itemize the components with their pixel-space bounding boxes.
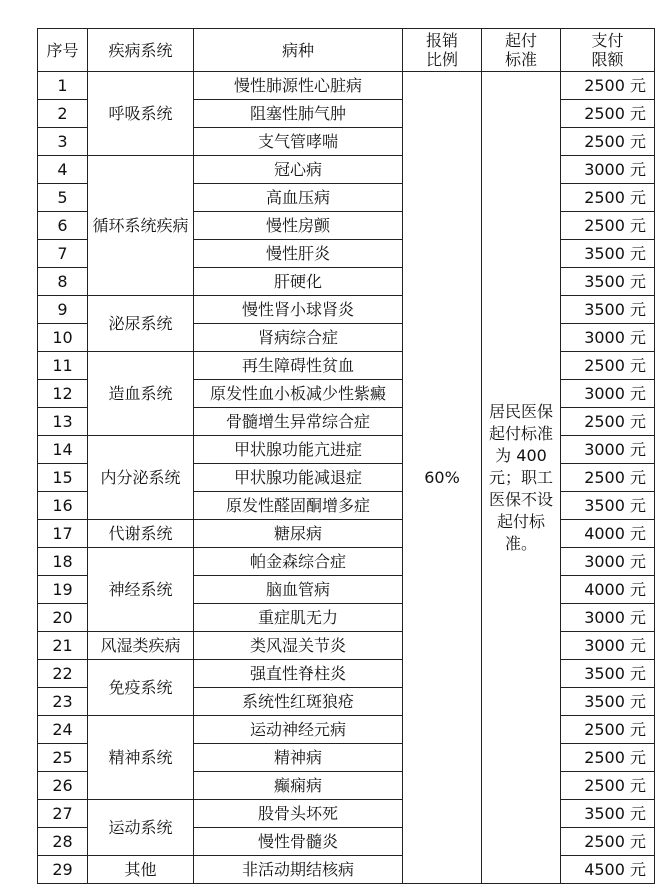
row-number: 18 bbox=[38, 548, 88, 576]
payment-limit: 3000 元 bbox=[561, 548, 655, 576]
disease-name: 非活动期结核病 bbox=[194, 856, 403, 884]
row-number: 28 bbox=[38, 828, 88, 856]
table-row bbox=[38, 520, 655, 548]
header-ratio-line1: 报销 bbox=[425, 31, 458, 50]
disease-system: 风湿类疾病 bbox=[88, 632, 194, 660]
disease-name: 甲状腺功能亢进症 bbox=[194, 436, 403, 464]
header-deductible bbox=[482, 29, 561, 72]
disease-name: 慢性肺源性心脏病 bbox=[194, 72, 403, 100]
reimbursement-ratio: 60% bbox=[403, 72, 482, 884]
row-number: 16 bbox=[38, 492, 88, 520]
disease-name: 骨髓增生异常综合症 bbox=[194, 408, 403, 436]
payment-limit: 3500 元 bbox=[561, 660, 655, 688]
payment-limit: 2500 元 bbox=[561, 72, 655, 100]
disease-name: 癫痫病 bbox=[194, 772, 403, 800]
payment-limit: 4000 元 bbox=[561, 576, 655, 604]
table-row bbox=[38, 660, 655, 688]
row-number: 23 bbox=[38, 688, 88, 716]
header-disease: 病种 bbox=[194, 29, 403, 72]
table-row bbox=[38, 800, 655, 828]
table-row bbox=[38, 296, 655, 324]
disease-name: 帕金森综合症 bbox=[194, 548, 403, 576]
header-system: 疾病系统 bbox=[88, 29, 194, 72]
payment-limit: 3500 元 bbox=[561, 800, 655, 828]
payment-limit: 3000 元 bbox=[561, 324, 655, 352]
disease-system: 运动系统 bbox=[88, 800, 194, 856]
disease-name: 高血压病 bbox=[194, 184, 403, 212]
table-row bbox=[38, 632, 655, 660]
row-number: 24 bbox=[38, 716, 88, 744]
disease-system: 其他 bbox=[88, 856, 194, 884]
row-number: 9 bbox=[38, 296, 88, 324]
disease-name: 慢性骨髓炎 bbox=[194, 828, 403, 856]
disease-reimbursement-table bbox=[37, 28, 655, 884]
header-deductible-line1: 起付 bbox=[504, 31, 537, 50]
table-row bbox=[38, 548, 655, 576]
disease-name: 慢性房颤 bbox=[194, 212, 403, 240]
disease-name: 系统性红斑狼疮 bbox=[194, 688, 403, 716]
payment-limit: 2500 元 bbox=[561, 828, 655, 856]
payment-limit: 3500 元 bbox=[561, 688, 655, 716]
disease-name: 慢性肝炎 bbox=[194, 240, 403, 268]
disease-name: 甲状腺功能减退症 bbox=[194, 464, 403, 492]
disease-name: 糖尿病 bbox=[194, 520, 403, 548]
header-limit-line2: 限额 bbox=[591, 50, 624, 69]
payment-limit: 2500 元 bbox=[561, 212, 655, 240]
disease-name: 冠心病 bbox=[194, 156, 403, 184]
payment-limit: 3000 元 bbox=[561, 604, 655, 632]
table-row bbox=[38, 856, 655, 884]
header-limit bbox=[561, 29, 655, 72]
row-number: 6 bbox=[38, 212, 88, 240]
table-row bbox=[38, 72, 655, 100]
payment-limit: 4500 元 bbox=[561, 856, 655, 884]
row-number: 27 bbox=[38, 800, 88, 828]
row-number: 25 bbox=[38, 744, 88, 772]
row-number: 12 bbox=[38, 380, 88, 408]
disease-name: 阻塞性肺气肿 bbox=[194, 100, 403, 128]
disease-system: 循环系统疾病 bbox=[88, 156, 194, 296]
row-number: 15 bbox=[38, 464, 88, 492]
disease-name: 原发性醛固酮增多症 bbox=[194, 492, 403, 520]
disease-system: 代谢系统 bbox=[88, 520, 194, 548]
header-deductible-line2: 标准 bbox=[504, 50, 537, 69]
row-number: 13 bbox=[38, 408, 88, 436]
payment-limit: 2500 元 bbox=[561, 744, 655, 772]
payment-limit: 2500 元 bbox=[561, 352, 655, 380]
row-number: 19 bbox=[38, 576, 88, 604]
payment-limit: 3500 元 bbox=[561, 268, 655, 296]
header-limit-line1: 支付 bbox=[591, 31, 624, 50]
payment-limit: 3000 元 bbox=[561, 632, 655, 660]
disease-name: 脑血管病 bbox=[194, 576, 403, 604]
disease-system: 内分泌系统 bbox=[88, 436, 194, 520]
payment-limit: 2500 元 bbox=[561, 128, 655, 156]
row-number: 5 bbox=[38, 184, 88, 212]
row-number: 26 bbox=[38, 772, 88, 800]
disease-name: 原发性血小板减少性紫癜 bbox=[194, 380, 403, 408]
row-number: 7 bbox=[38, 240, 88, 268]
disease-name: 肝硬化 bbox=[194, 268, 403, 296]
disease-name: 支气管哮喘 bbox=[194, 128, 403, 156]
disease-system: 呼吸系统 bbox=[88, 72, 194, 156]
disease-name: 再生障碍性贫血 bbox=[194, 352, 403, 380]
payment-limit: 3500 元 bbox=[561, 240, 655, 268]
payment-limit: 2500 元 bbox=[561, 464, 655, 492]
row-number: 22 bbox=[38, 660, 88, 688]
row-number: 10 bbox=[38, 324, 88, 352]
table-header bbox=[38, 29, 655, 72]
row-number: 17 bbox=[38, 520, 88, 548]
disease-name: 慢性肾小球肾炎 bbox=[194, 296, 403, 324]
row-number: 29 bbox=[38, 856, 88, 884]
disease-system: 泌尿系统 bbox=[88, 296, 194, 352]
table-row bbox=[38, 716, 655, 744]
row-number: 3 bbox=[38, 128, 88, 156]
payment-limit: 2500 元 bbox=[561, 716, 655, 744]
row-number: 21 bbox=[38, 632, 88, 660]
row-number: 11 bbox=[38, 352, 88, 380]
disease-system: 免疫系统 bbox=[88, 660, 194, 716]
row-number: 20 bbox=[38, 604, 88, 632]
disease-name: 强直性脊柱炎 bbox=[194, 660, 403, 688]
payment-limit: 3500 元 bbox=[561, 492, 655, 520]
row-number: 1 bbox=[38, 72, 88, 100]
deductible-standard: 居民医保起付标准为 400 元；职工医保不设起付标准。 bbox=[482, 72, 561, 884]
payment-limit: 3000 元 bbox=[561, 436, 655, 464]
row-number: 8 bbox=[38, 268, 88, 296]
header-ratio-line2: 比例 bbox=[425, 50, 458, 69]
disease-name: 精神病 bbox=[194, 744, 403, 772]
payment-limit: 2500 元 bbox=[561, 772, 655, 800]
disease-name: 类风湿关节炎 bbox=[194, 632, 403, 660]
header-ratio bbox=[403, 29, 482, 72]
header-no: 序号 bbox=[38, 29, 88, 72]
payment-limit: 4000 元 bbox=[561, 520, 655, 548]
payment-limit: 3500 元 bbox=[561, 296, 655, 324]
table-body bbox=[38, 72, 655, 884]
disease-name: 股骨头坏死 bbox=[194, 800, 403, 828]
disease-name: 运动神经元病 bbox=[194, 716, 403, 744]
payment-limit: 3000 元 bbox=[561, 156, 655, 184]
payment-limit: 2500 元 bbox=[561, 100, 655, 128]
disease-system: 精神系统 bbox=[88, 716, 194, 800]
row-number: 2 bbox=[38, 100, 88, 128]
payment-limit: 2500 元 bbox=[561, 184, 655, 212]
table-row bbox=[38, 436, 655, 464]
disease-name: 肾病综合症 bbox=[194, 324, 403, 352]
disease-system: 神经系统 bbox=[88, 548, 194, 632]
table-row bbox=[38, 156, 655, 184]
disease-name: 重症肌无力 bbox=[194, 604, 403, 632]
disease-system: 造血系统 bbox=[88, 352, 194, 436]
payment-limit: 2500 元 bbox=[561, 408, 655, 436]
payment-limit: 3000 元 bbox=[561, 380, 655, 408]
row-number: 4 bbox=[38, 156, 88, 184]
row-number: 14 bbox=[38, 436, 88, 464]
table-row bbox=[38, 352, 655, 380]
